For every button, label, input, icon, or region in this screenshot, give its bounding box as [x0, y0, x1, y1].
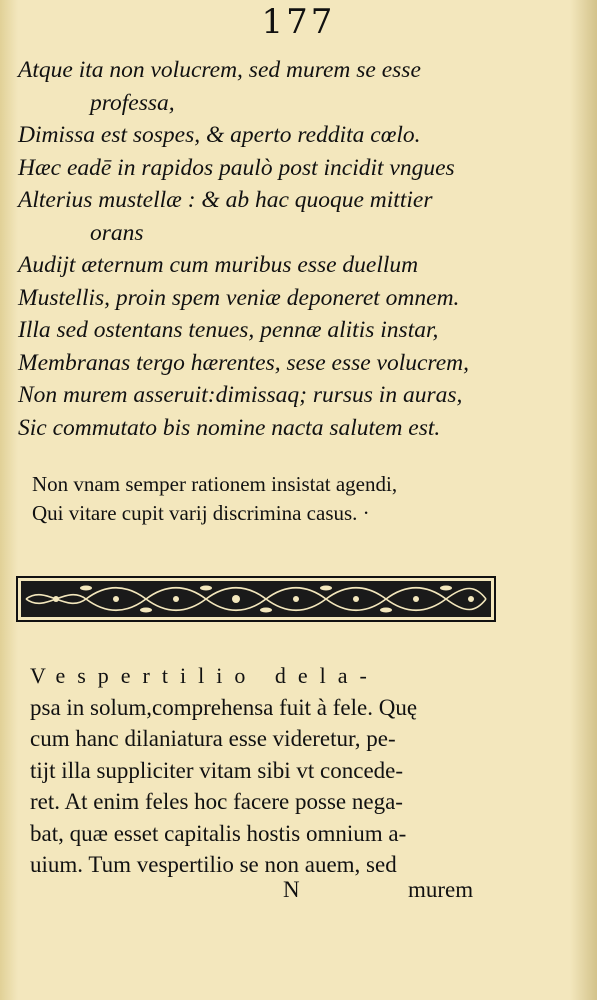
prose-line: psa in solum,comprehensa fuit à fele. Quę [30, 694, 418, 720]
prose-line: cum hanc dilaniatura esse videretur, pe- [30, 726, 396, 751]
moral-couplet [32, 470, 572, 528]
prose-line: ret. At enim feles hoc facere posse nega- [30, 789, 403, 814]
decorative-headpiece-ornament [16, 576, 496, 622]
verse-line: Mustellis, proin spem veniæ deponeret omnem. [18, 284, 460, 311]
verse-line: orans [90, 219, 144, 246]
moral-line: Non vnam semper rationem insistat agendi, [32, 472, 398, 496]
prose-fable [30, 660, 500, 881]
prose-line: tijt illa suppliciter vitam sibi vt concede- [30, 757, 404, 783]
verse-line: Non murem asseruit:dimissaq; rursus in auras, [18, 382, 463, 408]
verse-block [18, 54, 588, 444]
verse-line: Atque ita non volucrem, sed murem se esse [18, 57, 421, 83]
verse-line: Sic commutato bis nomine nacta salutem est. [18, 414, 441, 441]
verse-line: Illa sed ostentans tenues, pennæ alitis instar, [18, 317, 439, 343]
page-number: 177 [261, 2, 336, 42]
verse-line: Alterius mustellæ : & ab hac quoque mittier [18, 187, 433, 213]
verse-line: Dimissa est sospes, & aperto reddita cœlo. [18, 122, 421, 148]
signature-mark: N [283, 877, 300, 902]
verse-line: Audijt æternum cum muribus esse duellum [18, 252, 419, 278]
verse-line: professa, [90, 89, 175, 116]
fable-opening-heading: Vespertilio dela- [30, 663, 379, 688]
prose-line: bat, quæ esset capitalis hostis omnium a- [30, 820, 407, 846]
catchword: murem [408, 877, 474, 902]
verse-line: Membranas tergo hærentes, sese esse volucrem, [18, 349, 469, 376]
prose-line: uium. Tum vespertilio se non auem, sed [30, 852, 397, 877]
verse-line: Hæc eadē in rapidos paulò post incidit vngues [18, 154, 455, 181]
moral-line: Qui vitare cupit varij discrimina casus. · [32, 501, 370, 525]
